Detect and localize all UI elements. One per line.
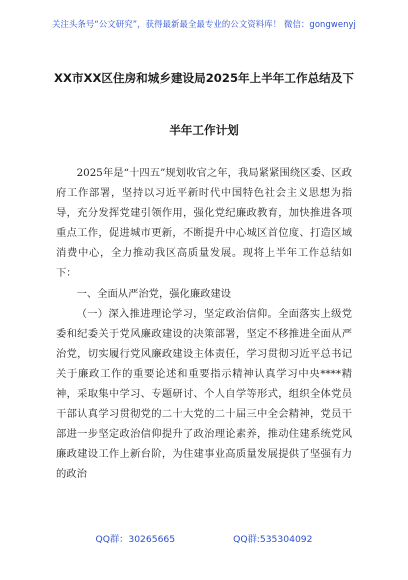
footer-qq-right: QQ群:535304092 (233, 534, 313, 545)
document-body (56, 163, 352, 485)
footer-qq-left: QQ群：30265665 (95, 534, 176, 545)
header-promo-note: 关注头条号“公文研究”，获得最新最全最专业的公文资料库！ 微信：gongwenyj (52, 19, 356, 29)
document-title-line-1: XX市XX区住房和城乡建设局2025年上半年工作总结及下 (54, 71, 354, 85)
paragraph-theory-study: （一）深入推进理论学习，坚定政治信仰。全面落实上级党委和纪委关于党风廉政建设的决策部署，坚定不移推进全面从严治党，切实履行党风廉政建设主体责任，学习贯彻习近平总书记关于廉政工作的重要论述和重要指示精神认真学习中央****精神，采取集中学习、专题研讨、个人自学等形式，组织全体党员干部认真学习贯彻党的二十大党的二十届三中全会精神，党员干部进一步坚定政治信仰提升了政治理论素养，推动住建系统党风廉政建设工作上新台阶，为住建事业高质量发展提供了坚强有力的政治 (56, 307, 352, 481)
paragraph-intro: 2025年是“十四五”规划收官之年，我局紧紧围绕区委、区政府工作部署，坚持以习近平新时代中国特色社会主义思想为指导，充分发挥党建引领作用，强化党纪廉政教育，加快推进各项重点工作，促进城市更新，不断提升中心城区首位度、打造区域消费中心，全力推动我区高质量发展。现将上半年工作总结如下： (56, 167, 352, 280)
footer-qq-groups (0, 531, 408, 545)
document-title-line-2: 半年工作计划 (169, 123, 239, 137)
section-heading-1: 一、全面从严治党，强化廉政建设 (76, 287, 232, 300)
